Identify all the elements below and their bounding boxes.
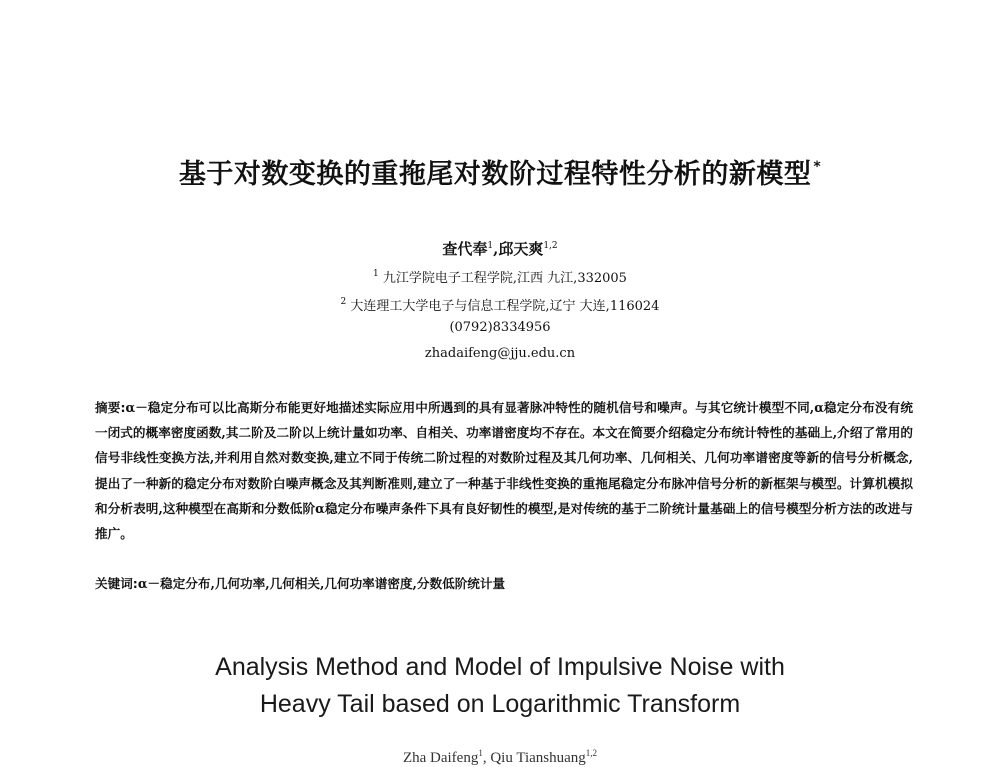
- abstract-text: α－稳定分布可以比高斯分布能更好地描述实际应用中所遇到的具有显著脉冲特性的随机信号和噪声。与其它统计模型不同,α稳定分布没有统一闭式的概率密度函数,其二阶及二阶以上统计量如功率、自相关、功率谱密度均不存在。本文在简要介绍稳定分布统计特性的基础上,介绍了常用的信号非线性变换方法,并利用自然对数变换,建立不同于传统二阶过程的对数阶过程及其几何功率、几何相关、几何功率谱密度等新的信号分析概念,提出了一种新的稳定分布对数阶白噪声概念及其判断准则,建立了一种基于非线性变换的重拖尾稳定分布脉冲信号分析的新框架与模型。计算机模拟和分析表明,这种模型在高斯和分数低阶α稳定分布噪声条件下具有良好韧性的模型,是对传统的基于二阶统计量基础上的信号模型分析方法的改进与推广。: [95, 400, 913, 542]
- english-title-line-2: Heavy Tail based on Logarithmic Transform: [259, 690, 741, 718]
- abstract: [95, 395, 913, 546]
- keywords: [95, 573, 913, 592]
- email-address: zhadaifeng@jju.edu.cn: [424, 346, 576, 361]
- chinese-title: [0, 152, 1000, 191]
- chinese-title-text: 基于对数变换的重拖尾对数阶过程特性分析的新模型: [178, 159, 812, 190]
- english-author-name: Qiu Tianshuang: [490, 750, 586, 766]
- author-affiliation-mark: 1,2: [543, 241, 558, 251]
- english-author-name: Zha Daifeng: [402, 750, 479, 766]
- affiliation-text: 大连理工大学电子与信息工程学院,辽宁 大连,116024: [350, 299, 660, 314]
- english-author-mark: 1: [478, 748, 483, 758]
- english-title-line-1: Analysis Method and Model of Impulsive Noise with: [215, 653, 785, 681]
- affiliation-mark: 1: [373, 269, 379, 279]
- english-author-mark: 1,2: [585, 748, 598, 758]
- english-author-list: [0, 748, 1000, 767]
- phone-number: (0792)8334956: [449, 320, 551, 335]
- author-affiliation-mark: 1: [487, 241, 494, 251]
- author-name: 邱天爽: [498, 240, 544, 258]
- keywords-label: 关键词:: [95, 576, 138, 591]
- title-footnote-mark: *: [813, 159, 822, 175]
- affiliation-2: [0, 295, 1000, 314]
- english-author-separator: ,: [482, 750, 491, 766]
- keywords-text: α－稳定分布,几何功率,几何相关,几何功率谱密度,分数低阶统计量: [137, 576, 506, 591]
- author-separator: ,: [493, 240, 499, 258]
- author-list: [0, 238, 1000, 259]
- affiliation-1: [0, 267, 1000, 286]
- author-name: 查代奉: [442, 240, 488, 258]
- affiliation-mark: 2: [340, 297, 347, 307]
- abstract-label: 摘要:: [95, 400, 126, 415]
- affiliation-text: 九江学院电子工程学院,江西 九江,332005: [382, 271, 627, 286]
